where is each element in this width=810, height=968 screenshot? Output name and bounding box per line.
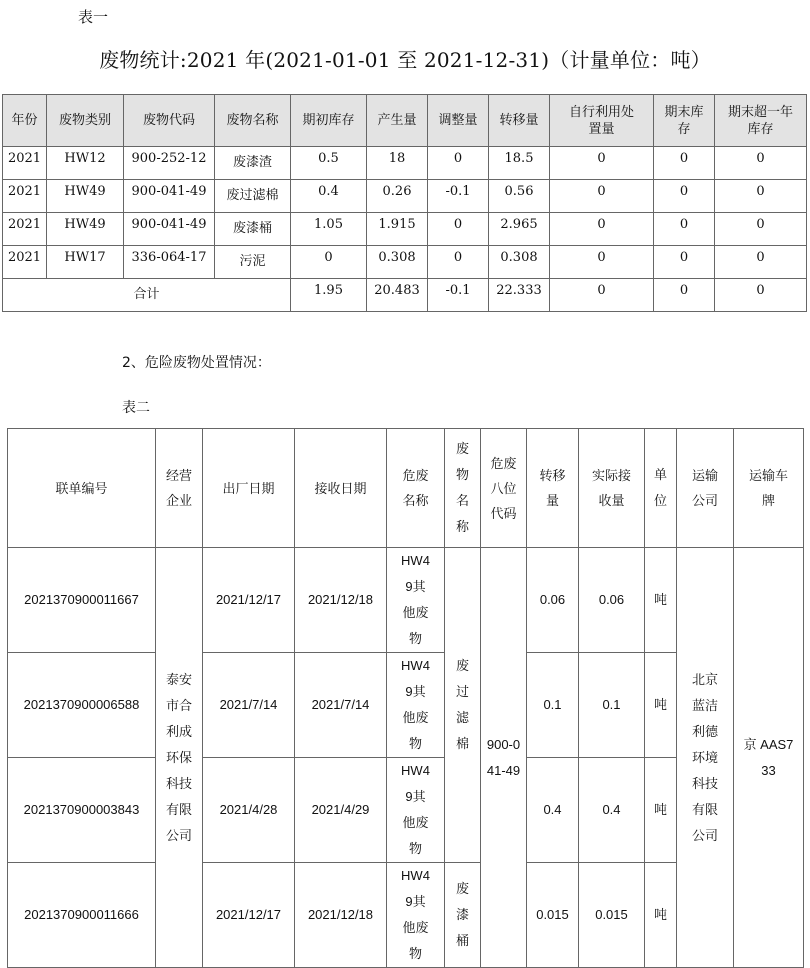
header-hw-name: 危废名称 xyxy=(387,429,445,548)
cell-waste-name: 废漆桶 xyxy=(445,863,481,968)
total-label: 合计 xyxy=(3,279,291,312)
cell-self-disposal: 0 xyxy=(550,246,654,279)
cell-ship-date: 2021/4/28 xyxy=(203,758,295,863)
table-row xyxy=(3,246,807,279)
cell-ship-date: 2021/7/14 xyxy=(203,653,295,758)
header-over-one-year: 期末超一年库存 xyxy=(715,95,807,147)
cell-hw-name: HW49其他废物 xyxy=(387,863,445,968)
header-ship-date: 出厂日期 xyxy=(203,429,295,548)
cell-received: 0.4 xyxy=(579,758,645,863)
total-adjust: -0.1 xyxy=(428,279,489,312)
waste-statistics-table xyxy=(2,94,807,312)
total-self-disposal: 0 xyxy=(550,279,654,312)
header-received: 实际接收量 xyxy=(579,429,645,548)
cell-transfer: 2.965 xyxy=(489,213,550,246)
cell-adjust: 0 xyxy=(428,213,489,246)
cell-hw-name: HW49其他废物 xyxy=(387,653,445,758)
header-generated: 产生量 xyxy=(367,95,428,147)
header-unit: 单位 xyxy=(645,429,677,548)
cell-code: 900-041-49 xyxy=(124,213,215,246)
header-closing: 期末库存 xyxy=(654,95,715,147)
cell-manifest: 2021370900011667 xyxy=(8,548,156,653)
header-transfer: 转移量 xyxy=(489,95,550,147)
cell-transfer: 0.06 xyxy=(527,548,579,653)
cell-unit: 吨 xyxy=(645,653,677,758)
cell-closing: 0 xyxy=(654,180,715,213)
total-generated: 20.483 xyxy=(367,279,428,312)
cell-transfer: 0.56 xyxy=(489,180,550,213)
cell-hw-code: 900-041-49 xyxy=(481,548,527,968)
cell-unit: 吨 xyxy=(645,758,677,863)
header-waste-name: 废物名称 xyxy=(445,429,481,548)
cell-transport-company: 北京蓝洁利德环境科技有限公司 xyxy=(677,548,734,968)
table-row xyxy=(3,147,807,180)
total-closing: 0 xyxy=(654,279,715,312)
cell-transfer: 18.5 xyxy=(489,147,550,180)
cell-name: 废漆桶 xyxy=(215,213,291,246)
header-adjust: 调整量 xyxy=(428,95,489,147)
table1-label: 表一 xyxy=(78,8,109,26)
cell-generated: 18 xyxy=(367,147,428,180)
cell-category: HW49 xyxy=(47,213,124,246)
header-name: 废物名称 xyxy=(215,95,291,147)
cell-generated: 0.26 xyxy=(367,180,428,213)
cell-manifest: 2021370900003843 xyxy=(8,758,156,863)
table-row xyxy=(8,548,804,653)
total-over-one-year: 0 xyxy=(715,279,807,312)
table-row xyxy=(3,180,807,213)
cell-adjust: -0.1 xyxy=(428,180,489,213)
cell-name: 废漆渣 xyxy=(215,147,291,180)
cell-code: 900-041-49 xyxy=(124,180,215,213)
cell-unit: 吨 xyxy=(645,863,677,968)
table-row xyxy=(3,213,807,246)
cell-transfer: 0.1 xyxy=(527,653,579,758)
cell-enterprise: 泰安市合利成环保科技有限公司 xyxy=(156,548,203,968)
cell-transfer: 0.4 xyxy=(527,758,579,863)
table-header-row xyxy=(3,95,807,147)
cell-self-disposal: 0 xyxy=(550,213,654,246)
cell-year: 2021 xyxy=(3,213,47,246)
cell-manifest: 2021370900011666 xyxy=(8,863,156,968)
cell-closing: 0 xyxy=(654,246,715,279)
cell-adjust: 0 xyxy=(428,246,489,279)
header-year: 年份 xyxy=(3,95,47,147)
header-manifest: 联单编号 xyxy=(8,429,156,548)
header-plate: 运输车牌 xyxy=(734,429,804,548)
disposal-table xyxy=(7,428,804,968)
cell-unit: 吨 xyxy=(645,548,677,653)
header-receive-date: 接收日期 xyxy=(295,429,387,548)
cell-opening: 0.4 xyxy=(291,180,367,213)
header-code: 废物代码 xyxy=(124,95,215,147)
cell-receive-date: 2021/4/29 xyxy=(295,758,387,863)
cell-closing: 0 xyxy=(654,147,715,180)
cell-over-one-year: 0 xyxy=(715,147,807,180)
cell-opening: 1.05 xyxy=(291,213,367,246)
cell-generated: 1.915 xyxy=(367,213,428,246)
header-transport-company: 运输公司 xyxy=(677,429,734,548)
cell-closing: 0 xyxy=(654,213,715,246)
header-self-disposal: 自行利用处置量 xyxy=(550,95,654,147)
cell-year: 2021 xyxy=(3,147,47,180)
header-hw-code: 危废八位代码 xyxy=(481,429,527,548)
cell-hw-name: HW49其他废物 xyxy=(387,548,445,653)
cell-year: 2021 xyxy=(3,180,47,213)
cell-receive-date: 2021/12/18 xyxy=(295,548,387,653)
cell-category: HW12 xyxy=(47,147,124,180)
cell-transfer: 0.308 xyxy=(489,246,550,279)
cell-waste-name: 废过滤棉 xyxy=(445,548,481,863)
cell-adjust: 0 xyxy=(428,147,489,180)
cell-code: 900-252-12 xyxy=(124,147,215,180)
total-opening: 1.95 xyxy=(291,279,367,312)
table-header-row xyxy=(8,429,804,548)
cell-receive-date: 2021/12/18 xyxy=(295,863,387,968)
cell-category: HW17 xyxy=(47,246,124,279)
cell-name: 废过滤棉 xyxy=(215,180,291,213)
cell-code: 336-064-17 xyxy=(124,246,215,279)
cell-hw-name: HW49其他废物 xyxy=(387,758,445,863)
cell-generated: 0.308 xyxy=(367,246,428,279)
header-opening: 期初库存 xyxy=(291,95,367,147)
header-category: 废物类别 xyxy=(47,95,124,147)
cell-self-disposal: 0 xyxy=(550,147,654,180)
header-enterprise: 经营企业 xyxy=(156,429,203,548)
cell-self-disposal: 0 xyxy=(550,180,654,213)
table1-title: 废物统计:2021 年(2021-01-01 至 2021-12-31)（计量单位：吨） xyxy=(99,48,711,72)
cell-category: HW49 xyxy=(47,180,124,213)
cell-name: 污泥 xyxy=(215,246,291,279)
cell-ship-date: 2021/12/17 xyxy=(203,548,295,653)
cell-opening: 0.5 xyxy=(291,147,367,180)
cell-manifest: 2021370900006588 xyxy=(8,653,156,758)
cell-receive-date: 2021/7/14 xyxy=(295,653,387,758)
cell-received: 0.015 xyxy=(579,863,645,968)
cell-received: 0.06 xyxy=(579,548,645,653)
cell-received: 0.1 xyxy=(579,653,645,758)
cell-over-one-year: 0 xyxy=(715,180,807,213)
section2-heading: 2、危险废物处置情况： xyxy=(122,355,271,371)
total-transfer: 22.333 xyxy=(489,279,550,312)
cell-opening: 0 xyxy=(291,246,367,279)
cell-over-one-year: 0 xyxy=(715,213,807,246)
total-row xyxy=(3,279,807,312)
table2-label: 表二 xyxy=(122,400,150,416)
cell-ship-date: 2021/12/17 xyxy=(203,863,295,968)
header-transfer: 转移量 xyxy=(527,429,579,548)
cell-over-one-year: 0 xyxy=(715,246,807,279)
cell-transfer: 0.015 xyxy=(527,863,579,968)
cell-year: 2021 xyxy=(3,246,47,279)
cell-plate: 京 AAS733 xyxy=(734,548,804,968)
